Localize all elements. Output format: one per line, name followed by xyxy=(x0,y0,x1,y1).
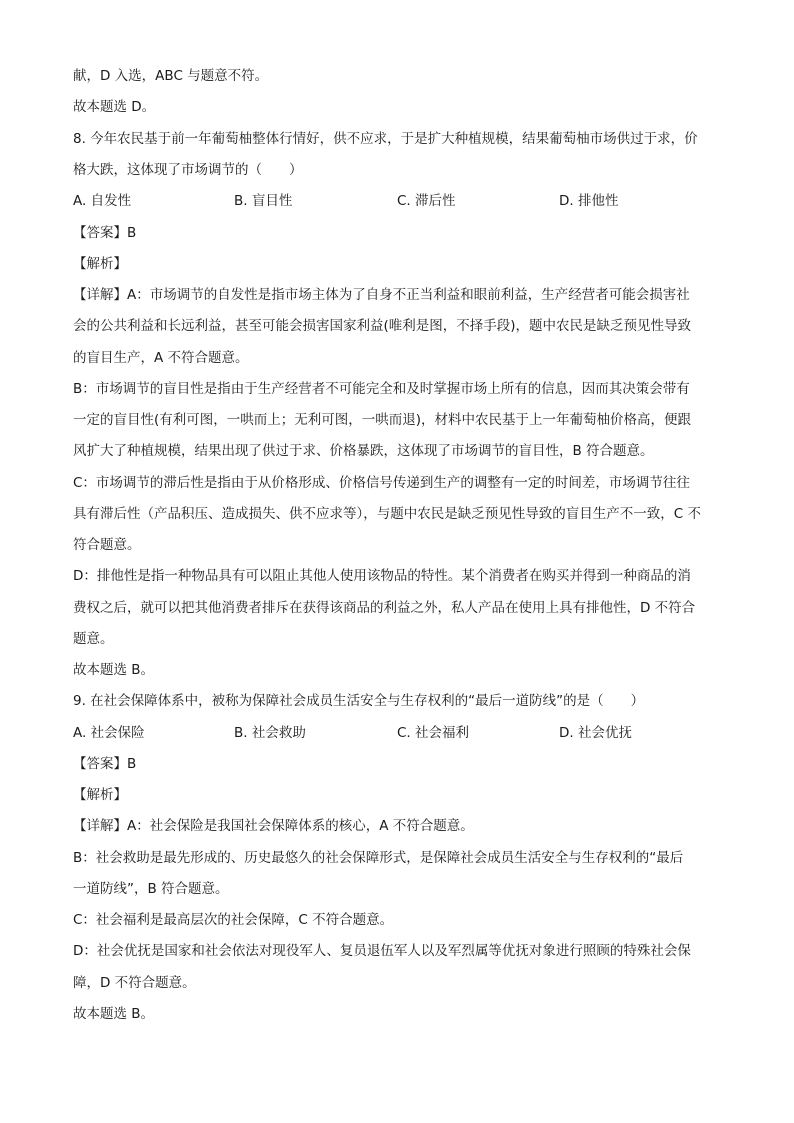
q9-answer: 【答案】B xyxy=(73,756,137,772)
text-line: D：排他性是指一种物品具有可以阻止其他人使用该物品的特性。某个消费者在购买并得到一种商品的消 xyxy=(73,568,691,584)
q8-analysis-label: 【解析】 xyxy=(73,256,127,272)
q8-option-c: C. 滞后性 xyxy=(397,193,456,209)
question-8-stem: 8. 今年农民基于前一年葡萄柚整体行情好，供不应求，于是扩大种植规模，结果葡萄柚市场供过于求，价 xyxy=(73,131,698,147)
text-line: C：市场调节的滞后性是指由于从价格形成、价格信号传递到生产的调整有一定的时间差，市场调节往往 xyxy=(73,475,690,491)
text-line: 【详解】A：社会保险是我国社会保障体系的核心，A 不符合题意。 xyxy=(73,818,474,834)
text-line: 风扩大了种植规模，结果出现了供过于求、价格暴跌，这体现了市场调节的盲目性，B 符合题意。 xyxy=(73,443,654,459)
q9-option-d: D. 社会优抚 xyxy=(559,725,632,741)
text-line: B：社会救助是最先形成的、历史最悠久的社会保障形式，是保障社会成员生活安全与生存权利的“最后 xyxy=(73,850,684,866)
question-9-stem: 9. 在社会保障体系中，被称为保障社会成员生活安全与生存权利的“最后一道防线”的是（ ） xyxy=(73,693,645,709)
question-8-stem-cont: 格大跌，这体现了市场调节的（ ） xyxy=(73,162,303,178)
q8-option-d: D. 排他性 xyxy=(559,193,619,209)
q8-option-b: B. 盲目性 xyxy=(234,193,293,209)
text-line: 一道防线”，B 符合题意。 xyxy=(73,881,229,897)
q9-option-c: C. 社会福利 xyxy=(397,725,470,741)
q8-answer: 【答案】B xyxy=(73,225,137,241)
text-line: 故本题选 D。 xyxy=(73,99,156,115)
text-line: 献，D 入选，ABC 与题意不符。 xyxy=(73,68,269,84)
text-line: 会的公共利益和长远利益，甚至可能会损害国家利益(唯利是图，不择手段)，题中农民是缺乏预见性导致 xyxy=(73,318,692,334)
text-line: 故本题选 B。 xyxy=(73,1006,155,1022)
q9-analysis-label: 【解析】 xyxy=(73,787,127,803)
text-line: 具有滞后性（产品积压、造成损失、供不应求等），与题中农民是缺乏预见性导致的盲目生产不一致，C 不 xyxy=(73,506,701,522)
text-line: 的盲目生产，A 不符合题意。 xyxy=(73,350,249,366)
text-line: 【详解】A：市场调节的自发性是指市场主体为了自身不正当利益和眼前利益，生产经营者可能会损害社 xyxy=(73,287,690,303)
q9-option-b: B. 社会救助 xyxy=(234,725,306,741)
text-line: 一定的盲目性(有利可图，一哄而上；无利可图，一哄而退)，材料中农民基于上一年葡萄柚价格高，便跟 xyxy=(73,412,692,428)
text-line: 障，D 不符合题意。 xyxy=(73,975,196,991)
text-line: C：社会福利是最高层次的社会保障，C 不符合题意。 xyxy=(73,912,394,928)
text-line: 费权之后，就可以把其他消费者排斥在获得该商品的利益之外，私人产品在使用上具有排他性，D 不符合 xyxy=(73,600,696,616)
text-line: B：市场调节的盲目性是指由于生产经营者不可能完全和及时掌握市场上所有的信息，因而其决策会带有 xyxy=(73,381,690,397)
q8-option-a: A. 自发性 xyxy=(73,193,132,209)
text-line: D：社会优抚是国家和社会依法对现役军人、复员退伍军人以及军烈属等优抚对象进行照顾的特殊社会保 xyxy=(73,943,691,959)
text-line: 故本题选 B。 xyxy=(73,662,155,678)
text-line: 题意。 xyxy=(73,631,114,647)
text-line: 符合题意。 xyxy=(73,537,141,553)
q9-option-a: A. 社会保险 xyxy=(73,725,145,741)
